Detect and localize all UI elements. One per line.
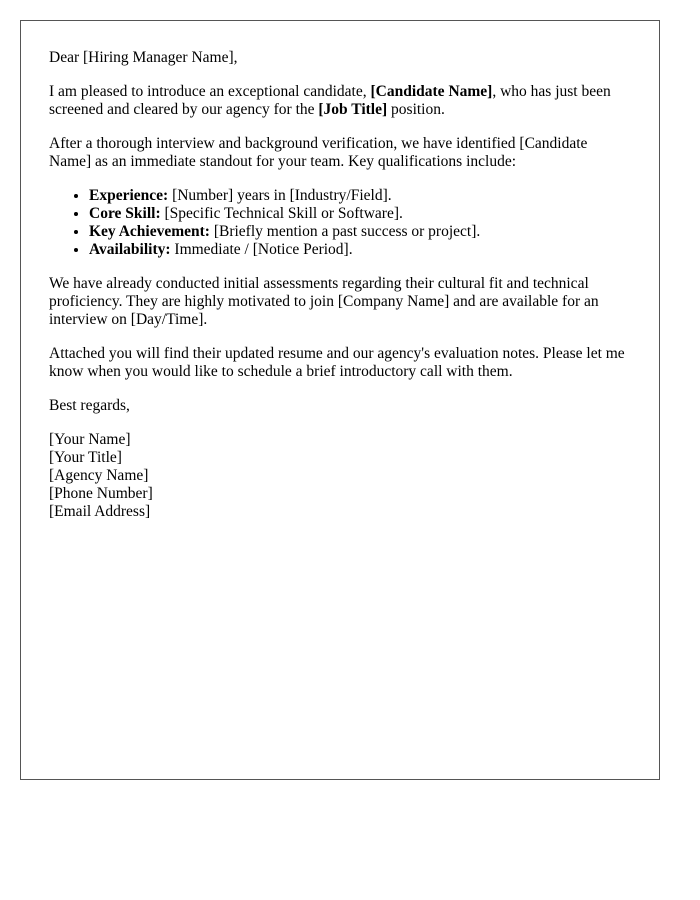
candidate-name-placeholder: [Candidate Name] (370, 83, 493, 100)
qualification-label: Key Achievement: (89, 223, 210, 240)
signature-phone: [Phone Number] (49, 485, 153, 502)
salutation: Dear [Hiring Manager Name], (49, 49, 238, 66)
intro-text-before: I am pleased to introduce an exceptional candidate, (49, 83, 371, 100)
qualification-value: [Briefly mention a past success or project]. (209, 223, 481, 240)
signature-email: [Email Address] (49, 503, 151, 520)
job-title-placeholder: [Job Title] (318, 101, 388, 118)
qualification-label: Availability: (89, 241, 171, 258)
qualification-value: Immediate / [Notice Period]. (170, 241, 353, 258)
intro-text-middle: , who has just been screened and cleared by our agency for the (49, 83, 611, 118)
qualifications-list (49, 187, 631, 259)
qualification-label: Experience: (89, 187, 169, 204)
attachment-paragraph: Attached you will find their updated resume and our agency's evaluation notes. Please let me know when you would like to schedule a brief introductory call with them. (49, 345, 625, 380)
verification-paragraph: After a thorough interview and background verification, we have identified [Candidate Name] as an immediate standout for your team. Key qualifications include: (49, 135, 588, 170)
signature-agency: [Agency Name] (49, 467, 149, 484)
qualification-label: Core Skill: (89, 205, 161, 222)
list-item (89, 241, 631, 259)
intro-text-after: position. (387, 101, 445, 118)
list-item (89, 187, 631, 205)
letter-page (20, 20, 660, 780)
closing: Best regards, (49, 397, 130, 414)
signature-block (49, 431, 631, 521)
qualification-value: [Specific Technical Skill or Software]. (160, 205, 403, 222)
qualification-value: [Number] years in [Industry/Field]. (168, 187, 392, 204)
signature-title: [Your Title] (49, 449, 122, 466)
list-item (89, 205, 631, 223)
intro-paragraph (49, 83, 631, 119)
assessment-paragraph: We have already conducted initial assessments regarding their cultural fit and technical proficiency. They are highly motivated to join [Company Name] and are available for an interview on [Day/Time]. (49, 275, 599, 328)
signature-name: [Your Name] (49, 431, 131, 448)
list-item (89, 223, 631, 241)
